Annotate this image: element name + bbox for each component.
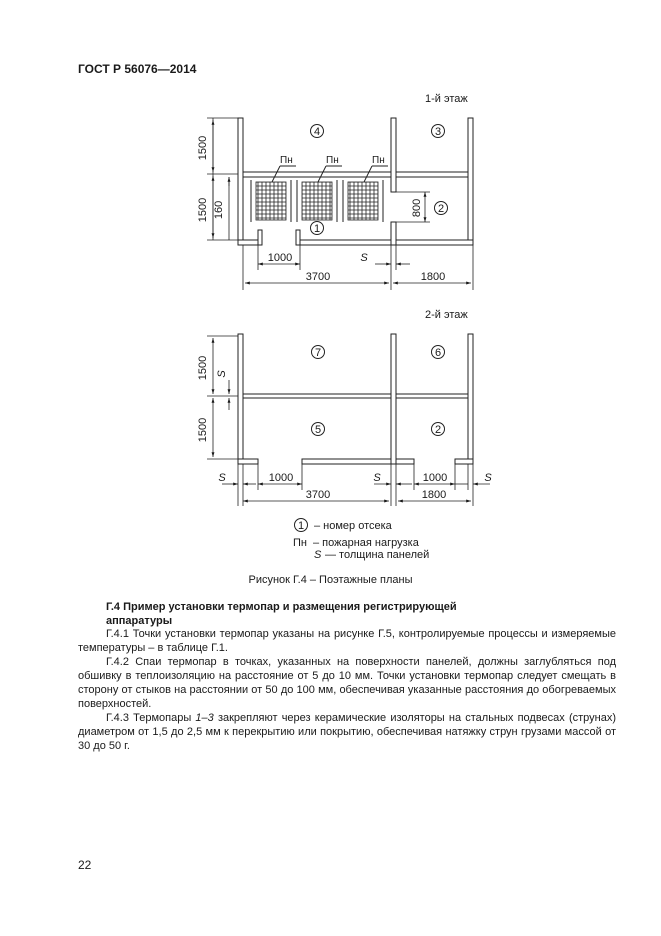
section-heading-line1: Г.4 Пример установки термопар и размещения регистрирующей <box>106 601 457 613</box>
dim-s: S <box>216 370 228 378</box>
dim-s: S <box>218 472 226 484</box>
dim-1000: 1000 <box>267 252 293 264</box>
figure-caption: Рисунок Г.4 – Поэтажные планы <box>248 574 413 586</box>
legend-s-text: — толщина панелей <box>325 549 430 561</box>
legend <box>293 519 429 562</box>
room-number: 2 <box>434 424 442 436</box>
dim-s: S <box>360 252 368 264</box>
dim-1500: 1500 <box>197 417 209 443</box>
pn-label: Пн <box>326 155 339 166</box>
legend-s-symbol: S <box>314 549 322 561</box>
floor2-title: 2-й этаж <box>425 309 468 321</box>
dim-800: 800 <box>411 198 423 218</box>
pn-label: Пн <box>280 155 293 166</box>
dim-1000: 1000 <box>268 472 294 484</box>
room-number: 5 <box>314 424 322 436</box>
legend-room-text: – номер отсека <box>314 520 392 532</box>
room-number: 1 <box>313 223 321 235</box>
dim-1800: 1800 <box>420 271 446 283</box>
dim-3700: 3700 <box>305 489 331 501</box>
floor1-fire-loads <box>251 180 383 222</box>
fire-load-crib <box>348 182 378 220</box>
dim-1500: 1500 <box>197 135 209 161</box>
dim-1500: 1500 <box>197 355 209 381</box>
document-header: ГОСТ Р 56076—2014 <box>78 62 197 76</box>
room-number: 6 <box>434 347 442 359</box>
legend-room-symbol: 1 <box>297 520 305 532</box>
page-number: 22 <box>78 858 92 872</box>
dim-s: S <box>484 472 492 484</box>
room-number: 4 <box>313 126 321 138</box>
paragraph-g42: Г.4.2 Спаи термопар в точках, указанных на поверхности панелей, должны заглубляться под обшивку в теплоизоляцию на расстояние от 5 до 10 мм. Точки установки термопар следует смещать в сторону от стыков на расстоянии от 50 до 100 мм, обеспечивая указанные расстояния до обогреваемых поверхностей. <box>78 656 616 710</box>
dim-1500: 1500 <box>197 197 209 223</box>
section-heading <box>106 600 616 628</box>
section-heading-line2: аппаратуры <box>106 615 173 627</box>
dim-s: S <box>373 472 381 484</box>
paragraph-g41: Г.4.1 Точки установки термопар указаны на рисунке Г.5, контролируемые процессы и измеряемые температуры – в таблице Г.1. <box>78 628 616 654</box>
dim-1000: 1000 <box>422 472 448 484</box>
dim-3700: 3700 <box>305 271 331 283</box>
floor1-title: 1-й этаж <box>425 93 468 105</box>
room-number: 2 <box>437 203 445 215</box>
dim-1800: 1800 <box>421 489 447 501</box>
paragraph-g43: Г.4.3 Термопары 1–3 закрепляют через керамические изоляторы на стальных подвесах (струнах) диаметром от 1,5 до 2,5 мм к перекрытию или покрытию, обеспечивая натяжку струн грузами массой от 30 до 50 г. <box>78 712 616 752</box>
dim-160: 160 <box>213 200 225 220</box>
room-number: 7 <box>314 347 322 359</box>
fire-load-crib <box>302 182 332 220</box>
pn-label: Пн <box>372 155 385 166</box>
fire-load-crib <box>256 182 286 220</box>
legend-pn-symbol: Пн <box>293 537 307 549</box>
legend-pn-text: – пожарная нагрузка <box>313 537 419 549</box>
room-number: 3 <box>434 126 442 138</box>
